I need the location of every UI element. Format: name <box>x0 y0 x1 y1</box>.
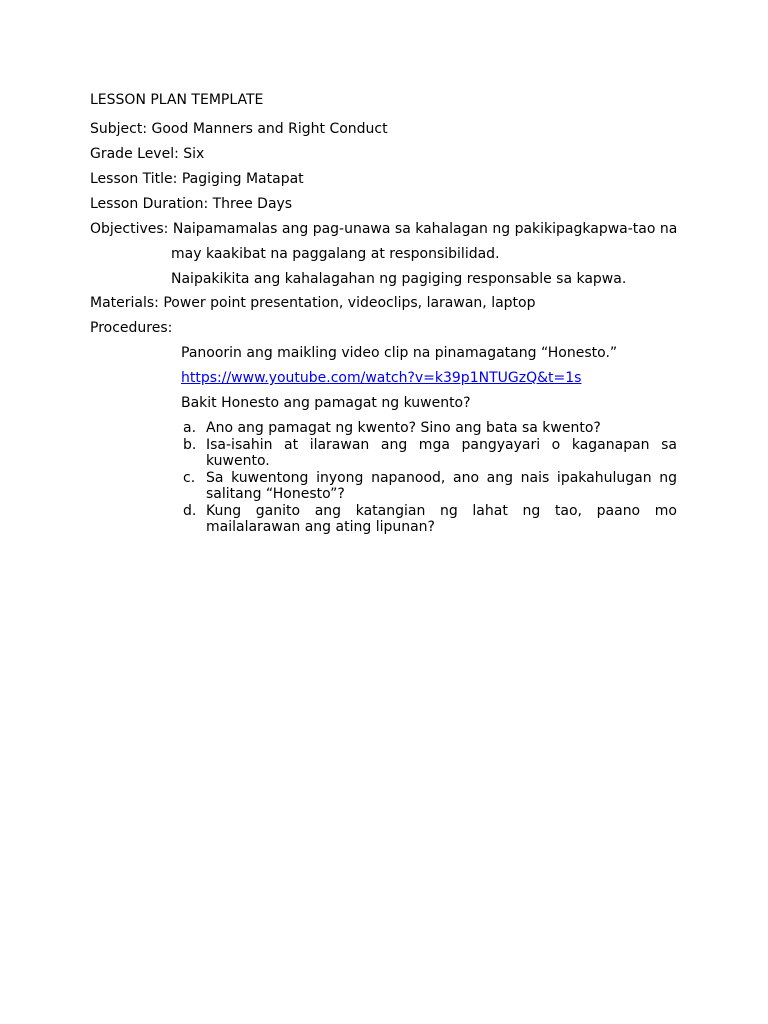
procedures-instruction: Panoorin ang maikling video clip na pinamagatang “Honesto.” <box>181 345 618 361</box>
list-marker: d. <box>183 502 197 519</box>
document-title: LESSON PLAN TEMPLATE <box>90 92 264 108</box>
objectives-second: Naipakikita ang kahalagahan ng pagiging responsable sa kapwa. <box>171 271 627 287</box>
lesson-title-line: Lesson Title: Pagiging Matapat <box>90 171 304 187</box>
list-item <box>181 437 677 470</box>
materials-line: Materials: Power point presentation, videoclips, larawan, laptop <box>90 295 536 311</box>
list-marker: a. <box>183 420 197 436</box>
list-item-text: Ano ang pamagat ng kwento? Sino ang bata sa kwento? <box>206 420 601 436</box>
list-marker: c. <box>183 469 196 486</box>
video-link[interactable]: https://www.youtube.com/watch?v=k39p1NTUGzQ&t=1s <box>181 370 582 386</box>
list-item <box>181 420 677 437</box>
lesson-duration-line: Lesson Duration: Three Days <box>90 196 293 212</box>
list-item-text: Sa kuwentong inyong napanood, ano ang nais ipakahulugan ng salitang “Honesto”? <box>206 469 677 502</box>
subject-line: Subject: Good Manners and Right Conduct <box>90 121 388 137</box>
list-item <box>181 503 677 536</box>
list-item <box>181 470 677 503</box>
grade-level-line: Grade Level: Six <box>90 146 205 162</box>
questions-list <box>181 420 677 536</box>
objectives-continuation: may kaakibat na paggalang at responsibilidad. <box>171 246 500 262</box>
procedures-label: Procedures: <box>90 320 173 336</box>
list-marker: b. <box>183 436 197 453</box>
question-intro: Bakit Honesto ang pamagat ng kuwento? <box>181 395 471 411</box>
objectives-line: Objectives: Naipamamalas ang pag-unawa sa kahalagan ng pakikipagkapwa-tao na <box>90 221 678 237</box>
list-item-text: Kung ganito ang katangian ng lahat ng tao, paano mo mailalarawan ang ating lipunan? <box>206 502 677 535</box>
list-item-text: Isa-isahin at ilarawan ang mga pangyayari o kaganapan sa kuwento. <box>206 436 677 469</box>
